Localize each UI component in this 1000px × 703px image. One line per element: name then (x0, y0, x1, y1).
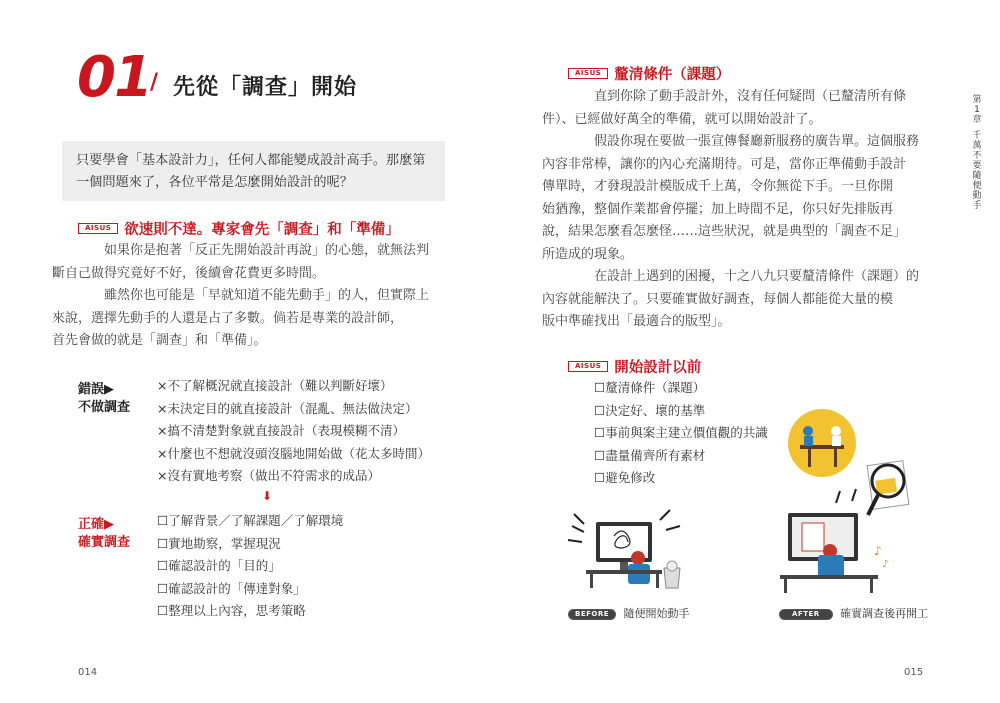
right-item: ☐整理以上內容，思考策略 (157, 603, 306, 618)
right-label-line: 正確▶ (78, 517, 114, 532)
intro-line: 一個問題來了，各位平常是怎麼開始設計的呢？ (76, 175, 353, 190)
section-heading (568, 356, 701, 377)
down-arrow-icon: ⬇ (262, 489, 273, 503)
aisus-tag: AISUS (568, 68, 608, 79)
chapter-number: 01 (77, 45, 151, 110)
paragraph-line: 斷自己做得究竟好不好，後續會花費更多時間。 (52, 265, 326, 281)
right-label (78, 516, 130, 552)
paragraph (542, 131, 938, 266)
paragraph (52, 285, 448, 353)
svg-text:♪: ♪ (874, 544, 882, 558)
paragraph-line: 說，結果怎麼看怎麼怪……這些狀況，就是典型的「調查不足」 (542, 224, 907, 239)
checklist-item: ☐盡量備齊所有素材 (594, 447, 706, 463)
wrong-item: ×沒有實地考察（做出不符需求的成品） (157, 468, 380, 483)
wrong-list (157, 375, 430, 488)
after-illustration (778, 405, 918, 595)
page-number-right: 015 (904, 667, 924, 678)
paragraph-line: 來說，選擇先動手的人還是占了多數。倘若是專業的設計師， (52, 310, 404, 326)
paragraph-line: 內容就能解決了。只要確實做好調查，每個人都能從大量的模 (542, 291, 894, 307)
before-caption (568, 605, 690, 621)
aisus-tag: AISUS (78, 223, 118, 234)
chapter-title: 先從「調查」開始 (173, 75, 358, 100)
before-caption-text: 隨便開始動手 (623, 607, 690, 620)
section-body (542, 86, 938, 334)
intro-line: 只要學會「基本設計力」，任何人都能變成設計高手。那麼第 (76, 153, 426, 168)
paragraph (52, 240, 448, 285)
before-tag: BEFORE (568, 609, 616, 620)
right-list (157, 510, 343, 623)
sidebar-title: 千萬不要隨便動手 (972, 131, 982, 211)
right-label-line: 確實調查 (78, 535, 131, 550)
section-heading (568, 63, 730, 84)
section-heading (78, 218, 400, 239)
section-body (52, 240, 448, 353)
after-caption (779, 605, 928, 621)
paragraph-line: 內容非常棒，讓你的內心充滿期待。可是，當你正準備動手設計 (542, 156, 907, 172)
chapter-slash: / (150, 70, 159, 95)
checklist-item: ☐釐清條件（課題） (594, 380, 706, 395)
paragraph-line: 直到你除了動手設計外，沒有任何疑問（已釐清所有條 (594, 89, 907, 104)
wrong-item: ×搞不清楚對象就直接設計（表現模糊不清） (157, 423, 405, 438)
paragraph-line: 假設你現在要做一張宣傳餐廳新服務的廣告單。這個服務 (594, 134, 920, 149)
section-title: 開始設計以前 (614, 360, 702, 376)
checklist-item: ☐事前與案主建立價值觀的共識 (594, 425, 768, 440)
wrong-item: ×什麼也不想就沒頭沒腦地開始做（花太多時間） (157, 445, 430, 461)
right-item: ☐確認設計的「傳達對象」 (157, 580, 306, 596)
section-title: 釐清條件（課題） (614, 67, 731, 83)
aisus-tag: AISUS (568, 361, 608, 372)
checklist-item: ☐決定好、壞的基準 (594, 402, 706, 418)
paragraph-line: 雖然你也可能是「早就知道不能先動手」的人，但實際上 (104, 288, 430, 303)
wrong-label-line: 錯誤▶ (78, 382, 114, 397)
checklist (594, 377, 768, 490)
section-title: 欲速則不達。專家會先「調查」和「準備」 (124, 222, 400, 238)
page-number-left: 014 (78, 667, 98, 678)
paragraph (542, 266, 938, 334)
paragraph-line: 如果你是抱著「反正先開始設計再說」的心態，就無法判 (104, 243, 430, 258)
right-item: ☐實地勘察，掌握現況 (157, 535, 281, 551)
paragraph-line: 版中準確找出「最適合的版型」。 (542, 314, 731, 329)
wrong-item: ×不了解概況就直接設計（難以判斷好壞） (157, 378, 393, 393)
before-illustration (566, 488, 706, 593)
paragraph-line: 件）、已經做好萬全的準備，就可以開始設計了。 (542, 111, 822, 127)
intro-box (62, 141, 445, 201)
wrong-item: ×未決定目的就直接設計（混亂、無法做決定） (157, 400, 418, 416)
paragraph-line: 所造成的現象。 (542, 246, 634, 262)
right-item: ☐確認設計的「目的」 (157, 558, 281, 573)
paragraph (542, 86, 938, 131)
sidebar-chapter: 第1章 (972, 95, 982, 125)
paragraph-line: 首先會做的就是「調查」和「準備」。 (52, 333, 267, 348)
wrong-label-line: 不做調查 (78, 400, 131, 415)
paragraph-line: 始猶豫，整個作業都會停擺；加上時間不足，你只好先排版再 (542, 201, 894, 217)
paragraph-line: 在設計上遇到的困擾，十之八九只要釐清條件（課題）的 (594, 269, 920, 284)
checklist-item: ☐避免修改 (594, 470, 656, 485)
after-caption-text: 確實調查後再開工 (840, 607, 929, 620)
svg-text:♪: ♪ (882, 559, 889, 570)
chapter-sidebar (972, 95, 982, 211)
after-tag: AFTER (779, 609, 833, 620)
paragraph-line: 傳單時，才發現設計模版成千上萬，令你無從下手。一旦你開 (542, 179, 894, 194)
wrong-label (78, 381, 130, 417)
right-item: ☐了解背景／了解課題／了解環境 (157, 513, 344, 528)
